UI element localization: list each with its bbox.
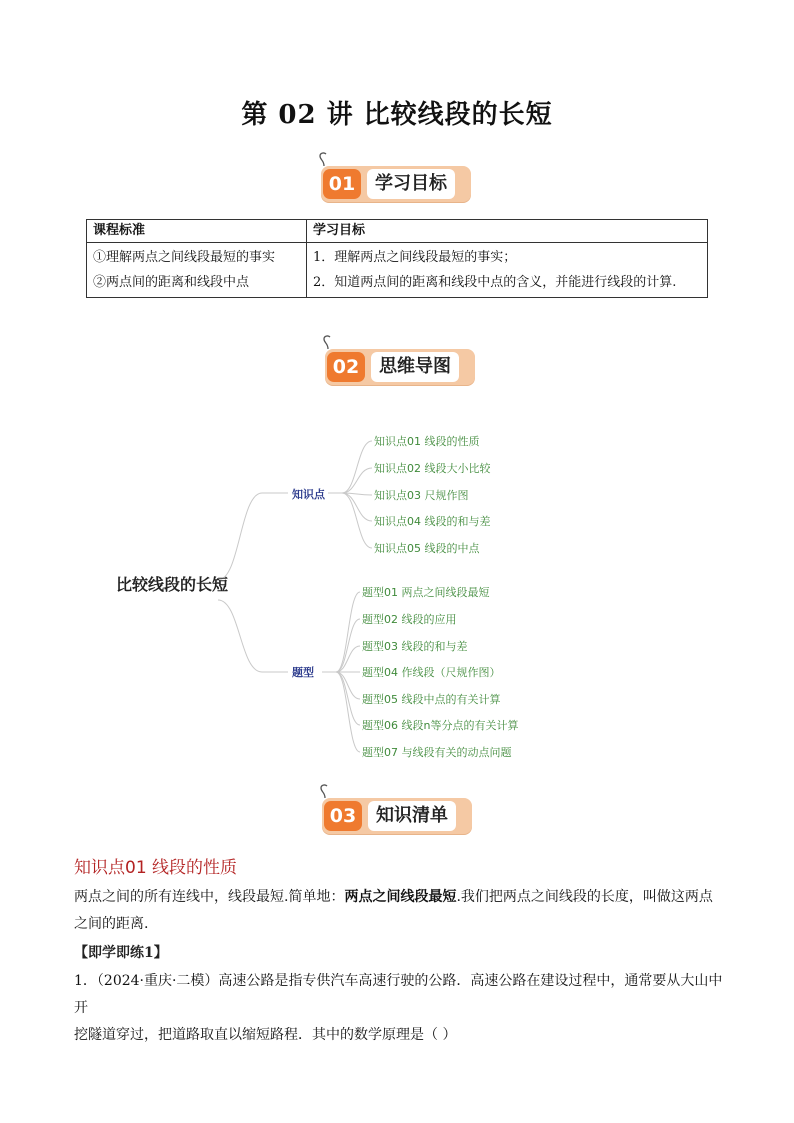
para-text: 之间的距离. bbox=[74, 916, 149, 932]
section-badge-mindmap bbox=[325, 349, 475, 385]
question-type-item: 题型07 与线段有关的动点问题 bbox=[362, 746, 512, 759]
question-type-item: 题型02 线段的应用 bbox=[362, 613, 457, 626]
hook-icon bbox=[318, 784, 332, 798]
connector-line bbox=[336, 672, 360, 752]
goal-line: 1．理解两点之间线段最短的事实； bbox=[313, 250, 517, 265]
connector-line bbox=[342, 468, 372, 493]
question-line: 挖隧道穿过，把道路取直以缩短路程．其中的数学原理是（ ） bbox=[74, 1027, 457, 1043]
connector-line bbox=[218, 493, 262, 580]
question-type-item: 题型05 线段中点的有关计算 bbox=[362, 693, 501, 706]
standard-line: ①理解两点之间线段最短的事实 bbox=[93, 250, 276, 265]
knowledge-item: 知识点05 线段的中点 bbox=[374, 542, 480, 555]
badge-label: 学习目标 bbox=[367, 169, 455, 199]
knowledge-item: 知识点03 尺规作图 bbox=[374, 489, 469, 502]
goal-line: 2．知道两点间的距离和线段中点的含义，并能进行线段的计算. bbox=[313, 275, 677, 290]
mind-map-root: 比较线段的长短 bbox=[116, 575, 229, 594]
question-type-item: 题型04 作线段（尺规作图） bbox=[362, 666, 501, 679]
knowledge-paragraph bbox=[74, 884, 724, 938]
hook-icon bbox=[317, 152, 331, 166]
para-emphasis: 两点之间线段最短 bbox=[344, 889, 457, 905]
table-header-standard: 课程标准 bbox=[87, 220, 307, 243]
badge-number: 02 bbox=[327, 352, 365, 382]
goals-cell bbox=[307, 243, 708, 298]
connector-line bbox=[336, 619, 360, 672]
question-type-item: 题型01 两点之间线段最短 bbox=[362, 586, 490, 599]
section-badge-goals bbox=[321, 166, 471, 202]
badge-number: 03 bbox=[324, 801, 362, 831]
standard-cell bbox=[87, 243, 307, 298]
connector-line bbox=[336, 672, 360, 699]
branch-knowledge: 知识点 bbox=[292, 488, 325, 501]
practice-label: 【即学即练1】 bbox=[74, 945, 168, 961]
section-badge-knowledge bbox=[322, 798, 472, 834]
standard-line: ②两点间的距离和线段中点 bbox=[93, 275, 250, 290]
page-title: 第 02 讲 比较线段的长短 bbox=[241, 100, 553, 130]
mind-map bbox=[0, 420, 794, 770]
connector-line bbox=[342, 441, 372, 493]
goals-table bbox=[86, 219, 708, 298]
knowledge-item: 知识点02 线段大小比较 bbox=[374, 462, 491, 475]
connector-line bbox=[336, 646, 360, 672]
knowledge-heading: 知识点01 线段的性质 bbox=[74, 858, 238, 878]
question bbox=[74, 968, 724, 1049]
knowledge-item: 知识点04 线段的和与差 bbox=[374, 515, 491, 528]
para-text: 两点之间的所有连线中，线段最短.简单地： bbox=[74, 889, 345, 905]
badge-label: 知识清单 bbox=[368, 801, 456, 831]
hook-icon bbox=[321, 335, 335, 349]
question-line: 1．（2024·重庆·二模）高速公路是指专供汽车高速行驶的公路．高速公路在建设过程中，通常要从大山中开 bbox=[74, 973, 723, 1016]
question-type-item: 题型06 线段n等分点的有关计算 bbox=[362, 719, 519, 732]
badge-number: 01 bbox=[323, 169, 361, 199]
connector-line bbox=[342, 493, 372, 521]
table-header-goals: 学习目标 bbox=[307, 220, 708, 243]
branch-question-types: 题型 bbox=[292, 666, 314, 679]
knowledge-item: 知识点01 线段的性质 bbox=[374, 435, 480, 448]
question-type-item: 题型03 线段的和与差 bbox=[362, 640, 468, 653]
connector-line bbox=[218, 600, 262, 672]
badge-label: 思维导图 bbox=[371, 352, 459, 382]
para-text: .我们把两点之间线段的长度，叫做这两点 bbox=[456, 889, 713, 905]
